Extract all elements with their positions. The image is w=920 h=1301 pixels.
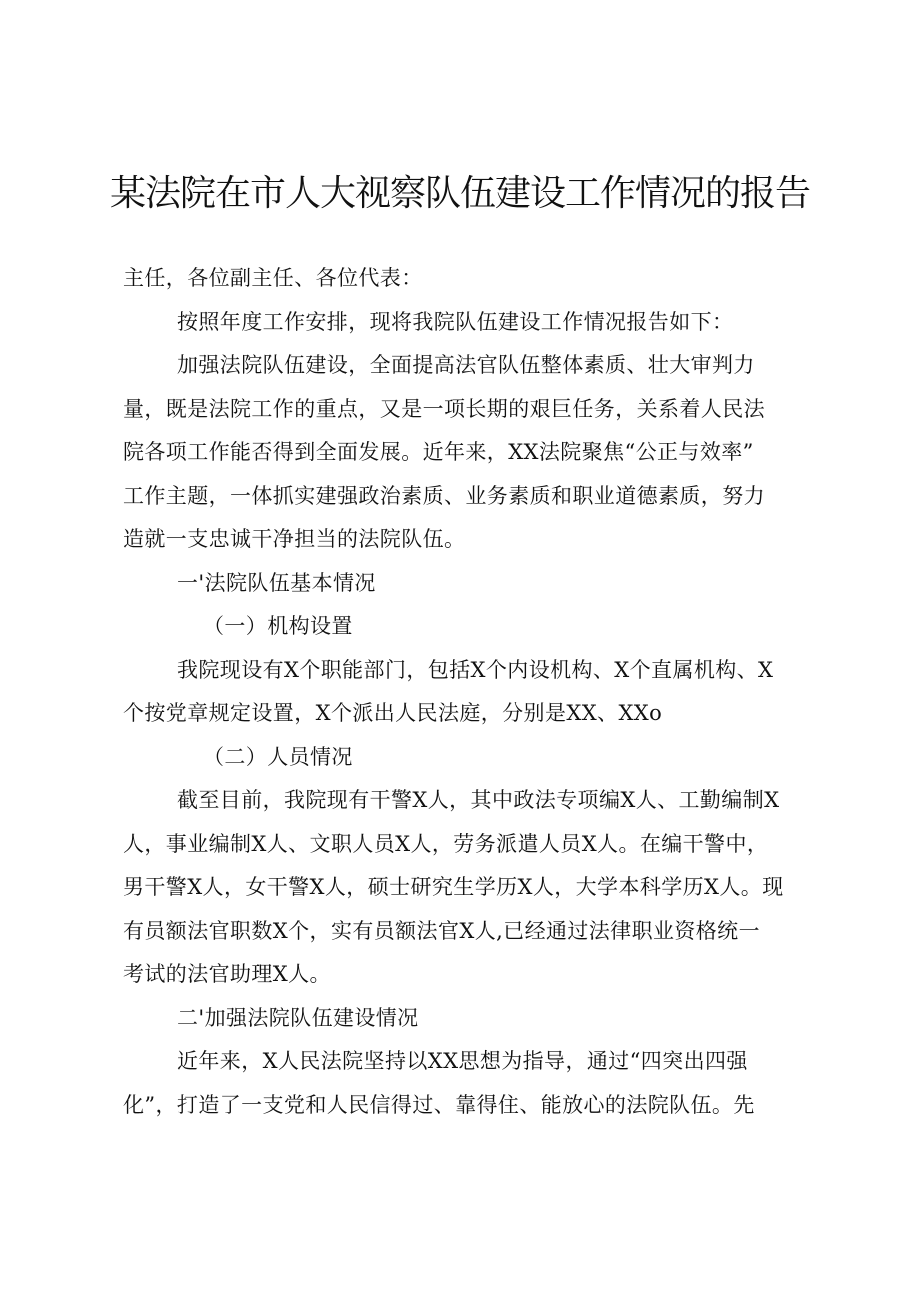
- subsection-heading-1: （一）机构设置: [203, 614, 353, 638]
- paragraph-4: [123, 1040, 813, 1127]
- paragraph-1: [123, 344, 813, 562]
- paragraph-line: 人，事业编制X人、文职人员X人，劳务派遣人员X人。在编干警中，: [123, 831, 769, 856]
- document-title: 某法院在市人大视察队伍建设工作情况的报告: [109, 173, 810, 214]
- section-heading-2: 二'加强法院队伍建设情况: [177, 1005, 419, 1030]
- paragraph-line: 工作主题，一体抓实建强政治素质、业务素质和职业道德素质，努力: [123, 483, 765, 508]
- section-heading-1: 一'法院队伍基本情况: [177, 570, 376, 595]
- paragraph-line: 考试的法官助理X人。: [123, 962, 331, 986]
- paragraph-line: 我院现设有X个职能部门，包括X个内设机构、X个直属机构、X: [177, 657, 774, 682]
- intro-paragraph: 按照年度工作安排，现将我院队伍建设工作情况报告如下：: [177, 309, 734, 334]
- salutation: 主任，各位副主任、各位代表：: [123, 266, 423, 290]
- paragraph-line: 近年来，X人民法院坚持以XX思想为指导，通过“四突出四强: [177, 1049, 748, 1073]
- paragraph-line: 有员额法官职数X个，实有员额法官X人,已经通过法律职业资格统一: [123, 918, 760, 943]
- paragraph-line: 量，既是法院工作的重点，又是一项长期的艰巨任务，关系着人民法: [123, 396, 765, 421]
- paragraph-line: 化”，打造了一支党和人民信得过、靠得住、能放心的法院队伍。先: [123, 1092, 755, 1117]
- subsection-heading-2: （二）人员情况: [203, 744, 353, 769]
- paragraph-3: [123, 779, 813, 997]
- paragraph-line: 个按党章规定设置，X个派出人民法庭，分别是XX、XXo: [123, 701, 663, 725]
- paragraph-line: 男干警X人，女干警X人，硕士研究生学历X人，大学本科学历X人。现: [123, 875, 784, 899]
- paragraph-line: 院各项工作能否得到全面发展。近年来，XX法院聚焦“公正与效率”: [123, 440, 754, 464]
- paragraph-line: 加强法院队伍建设，全面提高法官队伍整体素质、壮大审判力: [177, 353, 755, 377]
- document-body: [123, 257, 813, 1127]
- paragraph-line: 造就一支忠诚干净担当的法院队伍。: [123, 527, 466, 551]
- paragraph-line: 截至目前，我院现有干警X人，其中政法专项编X人、工勤编制X: [177, 788, 780, 812]
- paragraph-2: [123, 649, 813, 736]
